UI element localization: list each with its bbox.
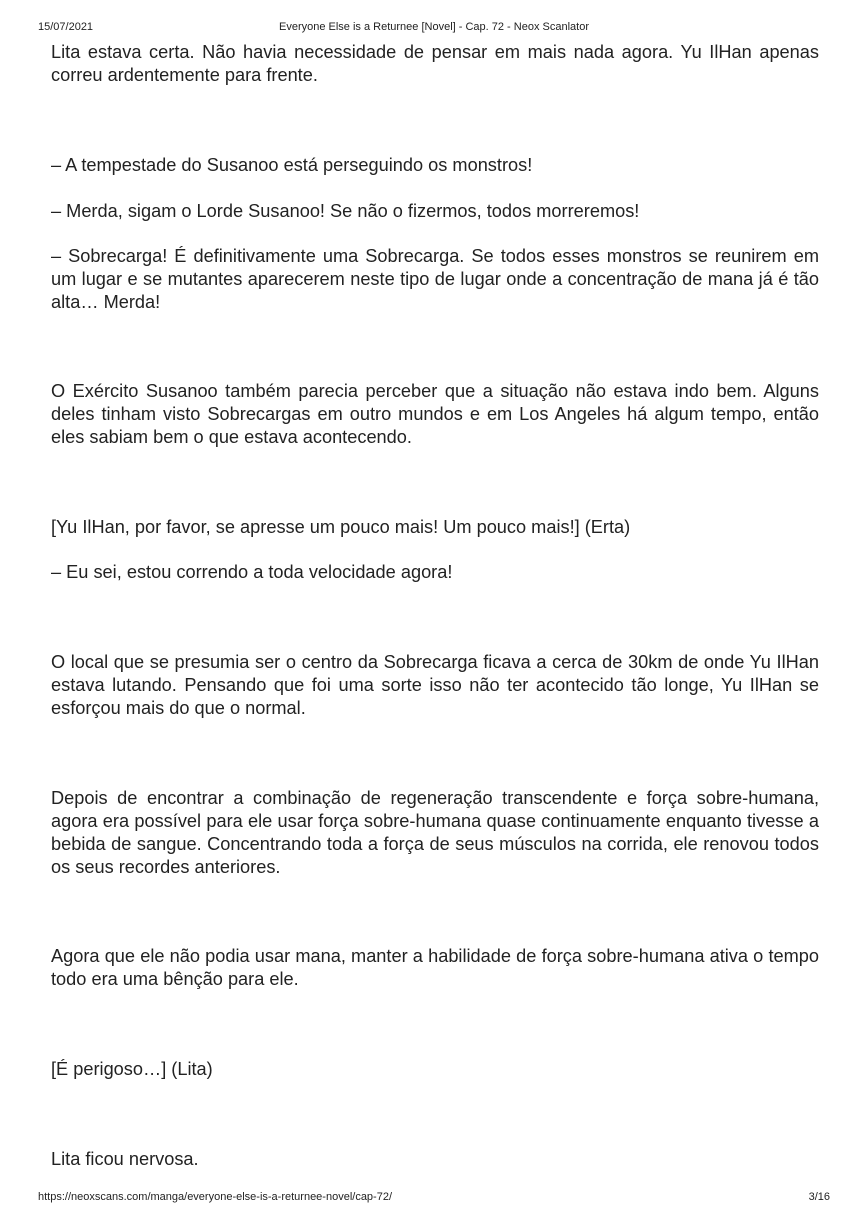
paragraph: Lita ficou nervosa. (51, 1149, 199, 1169)
page-number: 3/16 (808, 1191, 830, 1203)
paragraph: – Eu sei, estou correndo a toda velocidade agora! (51, 562, 453, 582)
print-header (38, 21, 830, 35)
paragraph: [É perigoso…] (Lita) (51, 1059, 213, 1079)
paragraph: O Exército Susanoo também parecia perceber que a situação não estava indo bem. Alguns deles tinham visto Sobrecargas em outro mundos e em Los Angeles há algum tempo, então eles sabiam bem o que estava acontecendo. (51, 381, 819, 447)
paragraph: – Sobrecarga! É definitivamente uma Sobrecarga. Se todos esses monstros se reunirem em um lugar e se mutantes aparecerem neste tipo de lugar onde a concentração de mana já é tão alta… Merda! (51, 246, 819, 312)
paragraph: Lita estava certa. Não havia necessidade de pensar em mais nada agora. Yu IlHan apenas correu ardentemente para frente. (51, 42, 819, 85)
print-page-title: Everyone Else is a Returnee [Novel] - Cap. 72 - Neox Scanlator (279, 21, 589, 33)
paragraph: Agora que ele não podia usar mana, manter a habilidade de força sobre-humana ativa o tempo todo era uma bênção para ele. (51, 946, 819, 989)
paragraph: [Yu IlHan, por favor, se apresse um pouco mais! Um pouco mais!] (Erta) (51, 517, 631, 537)
page-url: https://neoxscans.com/manga/everyone-else-is-a-returnee-novel/cap-72/ (38, 1191, 393, 1203)
paragraph: O local que se presumia ser o centro da Sobrecarga ficava a cerca de 30km de onde Yu IlHan estava lutando. Pensando que foi uma sorte isso não ter acontecido tão longe, Yu IlHan se esforçou mais do que o normal. (51, 652, 819, 718)
paragraph: – Merda, sigam o Lorde Susanoo! Se não o fizermos, todos morreremos! (51, 201, 640, 221)
print-footer (38, 1191, 830, 1205)
paragraph: – A tempestade do Susanoo está perseguindo os monstros! (51, 155, 533, 175)
paragraph: Depois de encontrar a combinação de regeneração transcendente e força sobre-humana, agora era possível para ele usar força sobre-humana quase continuamente enquanto tivesse a bebida de sangue. Concentrando toda a força de seus músculos na corrida, ele renovou todos os seus recordes anteriores. (51, 788, 819, 877)
print-date: 15/07/2021 (38, 21, 94, 33)
